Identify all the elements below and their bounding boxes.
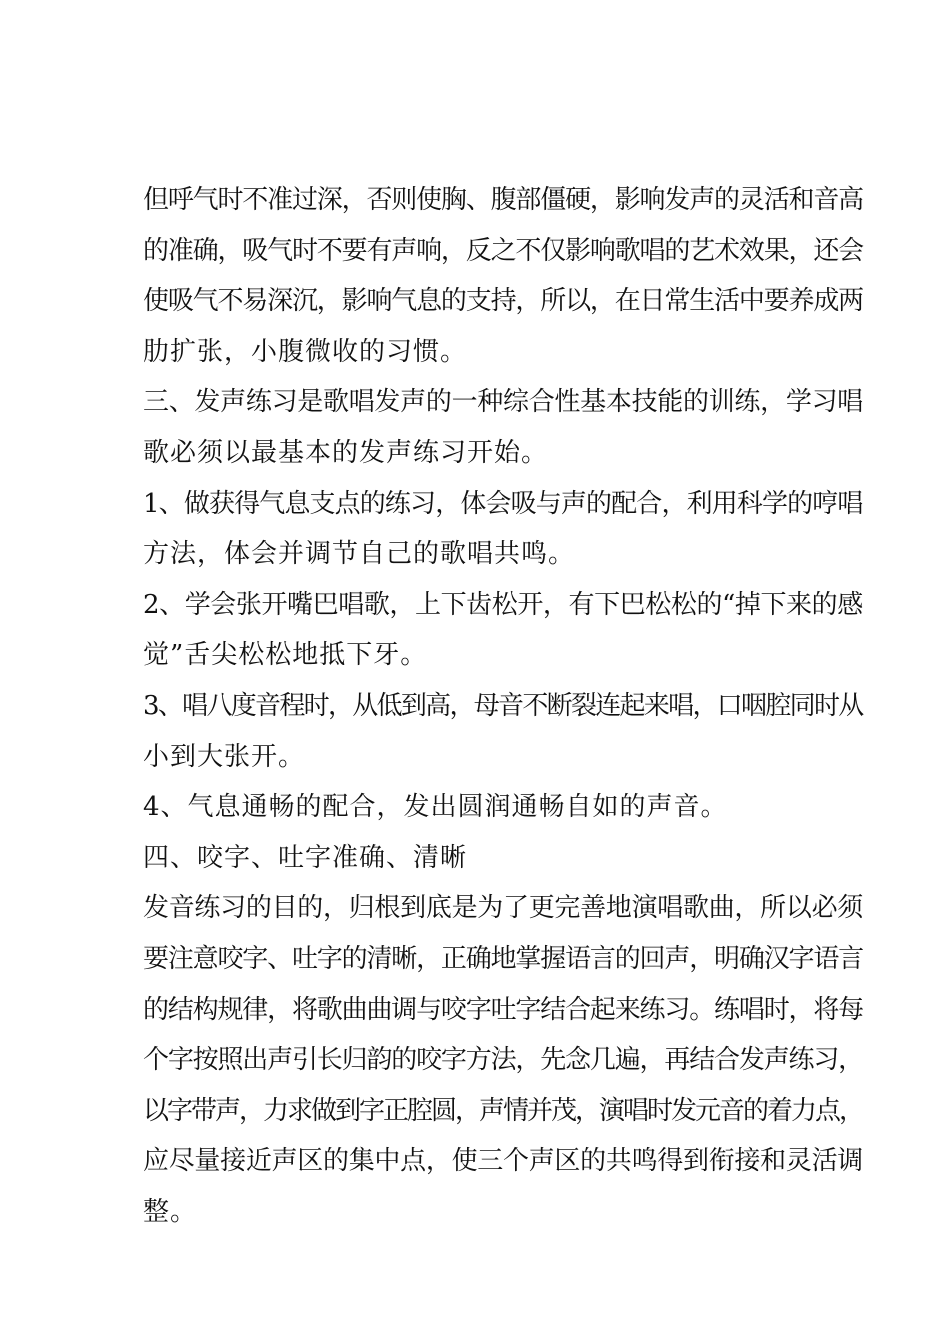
text-line: 要注意咬字、吐字的清晰，正确地掌握语言的回声，明确汉字语言 (143, 943, 864, 974)
section-heading-4: 四、咬字、吐字准确、清晰 (143, 842, 468, 873)
text-line: 应尽量接近声区的集中点，使三个声区的共鸣得到衔接和灵活调 (143, 1146, 864, 1177)
text-line: 肋扩张，小腹微收的习惯。 (143, 336, 468, 367)
text-line: 觉”舌尖松松地抵下牙。 (143, 640, 428, 671)
list-item-3: 3、唱八度音程时，从低到高，母音不断裂连起来唱，口咽腔同时从 (143, 690, 863, 721)
text-line: 的准确，吸气时不要有声响，反之不仅影响歌唱的艺术效果，还会 (143, 235, 864, 266)
body-text (143, 178, 863, 1240)
text-line: 但呼气时不准过深，否则使胸、腹部僵硬，影响发声的灵活和音高 (143, 185, 864, 215)
list-item-1: 1、做获得气息支点的练习，体会吸与声的配合，利用科学的哼唱 (143, 488, 863, 519)
text-line: 个字按照出声引长归韵的咬字方法，先念几遍，再结合发声练习， (143, 1045, 864, 1076)
list-item-4: 4、气息通畅的配合，发出圆润通畅自如的声音。 (143, 792, 728, 823)
text-line: 整。 (143, 1196, 198, 1227)
text-line: 以字带声，力求做到字正腔圆，声情并茂，演唱时发元音的着力点， (143, 1095, 864, 1126)
list-item-2: 2、学会张开嘴巴唱歌，上下齿松开，有下巴松松的“掉下来的感 (143, 589, 863, 620)
section-heading-3: 三、发声练习是歌唱发声的一种综合性基本技能的训练，学习唱 (143, 387, 864, 418)
text-line: 的结构规律，将歌曲曲调与咬字吐字结合起来练习。练唱时，将每 (143, 994, 864, 1025)
text-line: 使吸气不易深沉，影响气息的支持，所以，在日常生活中要养成两 (143, 286, 864, 317)
text-line: 发音练习的目的，归根到底是为了更完善地演唱歌曲，所以必须 (143, 893, 864, 924)
text-line: 小到大张开。 (143, 741, 306, 772)
text-line: 歌必须以最基本的发声练习开始。 (143, 437, 549, 468)
text-line: 方法，体会并调节自己的歌唱共鸣。 (143, 539, 576, 570)
